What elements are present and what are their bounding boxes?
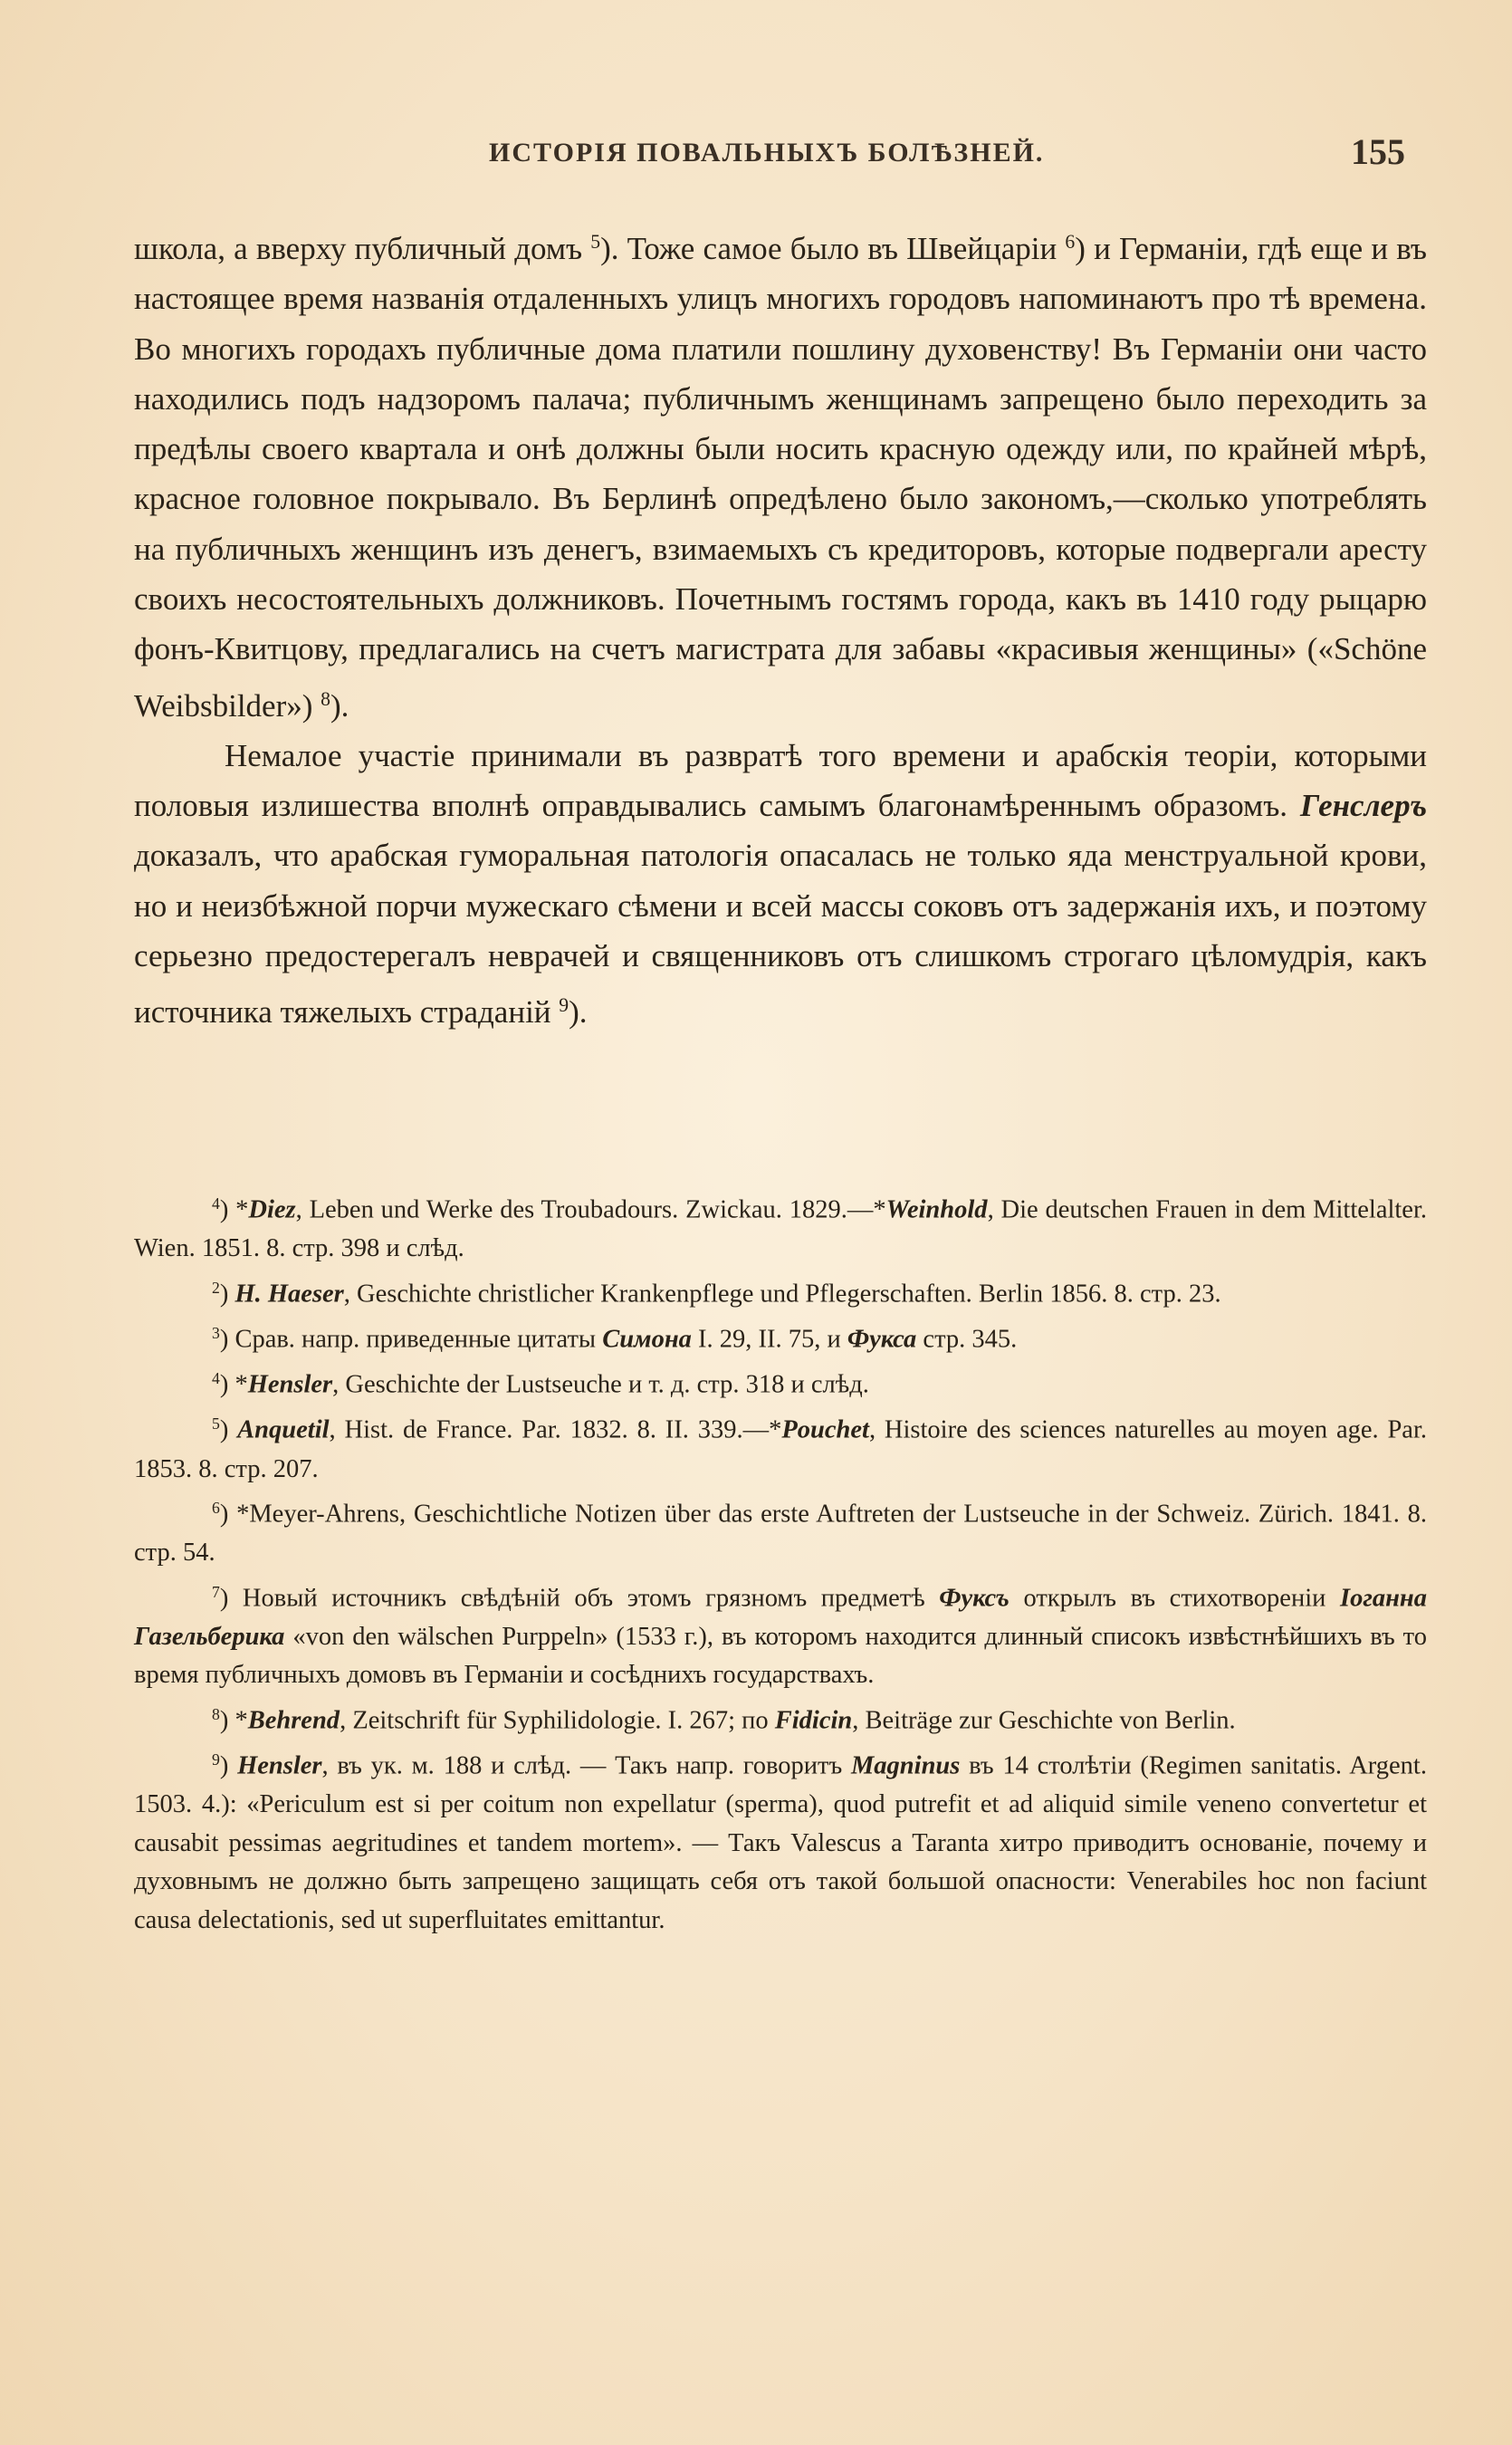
- main-text: [134, 217, 1427, 1038]
- note-text: «von den wälschen Purppeln» (1533 г.), въ которомъ находится длинный списокъ извѣстнѣйшихъ въ то время публичныхъ домовъ въ Германіи и сосѣднихъ государствахъ.: [134, 1622, 1427, 1690]
- footnote: [134, 1405, 1427, 1489]
- running-title: ИСТОРІЯ ПОВАЛЬНЫХЪ БОЛѢЗНЕЙ.: [489, 138, 1045, 168]
- footnote: [134, 1740, 1427, 1940]
- paragraph: [134, 217, 1427, 731]
- footnote-mark: 2: [212, 1278, 220, 1297]
- footnote: [134, 1695, 1427, 1740]
- footnote-mark: 7: [212, 1582, 220, 1601]
- footnote-mark: 3: [212, 1323, 220, 1342]
- note-text: ): [219, 1416, 238, 1445]
- text-run: ). Тоже самое было въ Швейцаріи: [600, 230, 1057, 266]
- footnote: [134, 1359, 1427, 1405]
- note-text: ) *: [219, 1706, 248, 1735]
- note-author: Pouchet: [781, 1416, 869, 1445]
- text-run: Немалое участіе принимали въ развратѣ того времени и арабскія теоріи, которыми половыя излишества вполнѣ оправдывались самымъ благонамѣреннымъ образомъ.: [134, 737, 1427, 824]
- footnotes: [134, 1184, 1427, 1940]
- note-text: , Die deutschen Frauen in dem Mittelalter. Wien. 1851. 8. стр. 398 и слѣд.: [134, 1195, 1427, 1263]
- note-text: въ 14 столѣтіи (Regimen sanitatis. Argent. 1503. 4.): «Periculum est si per coitum non expellatur (sperma), quod putrefit et ad aliquid simile veneno convertetur et causabit pessimas aegritudines et tandem mortem». — Такъ Valescus a Taranta хитро приводитъ основаніе, почему и духовнымъ не должно быть запрещено защищать себя отъ такой большой опасности: Venerabiles hoc non faciunt causa delectationis, sed ut superfluitates emittantur.: [134, 1751, 1427, 1934]
- note-author: Фукса: [847, 1325, 917, 1354]
- footnote-mark: 5: [212, 1414, 220, 1433]
- note-text: ): [219, 1751, 238, 1780]
- note-text: , Zeitschrift für Syphilidologie. I. 267; по: [340, 1706, 775, 1735]
- note-text: , въ ук. м. 188 и слѣд. — Такъ напр. говоритъ: [321, 1751, 851, 1780]
- note-text: ) Новый источникъ свѣдѣній объ этомъ грязномъ предметѣ: [219, 1584, 940, 1613]
- footnote-ref: 5: [590, 231, 601, 253]
- note-author: Weinhold: [885, 1195, 988, 1224]
- note-text: , Leben und Werke des Troubadours. Zwickau. 1829.—*: [295, 1195, 886, 1224]
- footnote: [134, 1184, 1427, 1269]
- note-text: , Histoire des sciences naturelles au moyen age. Par. 1853. 8. стр. 207.: [134, 1416, 1427, 1483]
- note-author: Hensler: [247, 1370, 333, 1399]
- note-author: Behrend: [247, 1706, 340, 1735]
- footnote-mark: 4: [212, 1369, 220, 1388]
- note-text: ) Срав. напр. приведенные цитаты: [219, 1325, 603, 1354]
- note-author: Anquetil: [237, 1416, 330, 1445]
- text-run: ).: [330, 687, 349, 724]
- footnote: [134, 1573, 1427, 1695]
- note-author: Magninus: [850, 1751, 961, 1780]
- note-author: Hensler: [237, 1751, 322, 1780]
- page-number: 155: [1351, 131, 1405, 172]
- note-text: ) *: [219, 1195, 249, 1224]
- note-text: ) *Meyer-Ahrens, Geschichtliche Notizen über das erste Auftreten der Lustseuche in der Schweiz. Zürich. 1841. 8. стр. 54.: [134, 1500, 1427, 1568]
- footnote-mark: 8: [212, 1704, 220, 1723]
- note-text: I. 29, II. 75, и: [691, 1325, 847, 1354]
- note-text: , Beiträge zur Geschichte von Berlin.: [852, 1706, 1236, 1735]
- note-author: Іоганна Газельберика: [134, 1584, 1427, 1651]
- author-name: Генслеръ: [1299, 788, 1428, 824]
- note-author: Фуксъ: [939, 1584, 1010, 1613]
- page-header: [0, 131, 1512, 192]
- note-text: ) *: [219, 1370, 248, 1399]
- note-author: Симона: [602, 1325, 692, 1354]
- note-author: Fidicin: [774, 1706, 853, 1735]
- note-author: H. Haeser: [234, 1280, 344, 1309]
- text-run: ).: [569, 994, 588, 1031]
- footnote-mark: 4: [212, 1194, 220, 1213]
- footnote: [134, 1269, 1427, 1314]
- text-run: школа, а вверху публичный домъ: [134, 230, 583, 266]
- note-author: Diez: [248, 1195, 296, 1224]
- text-run: доказалъ, что арабская гуморальная патологія опасалась не только яда менструальной крови, но и неизбѣжной порчи мужескаго сѣмени и всей массы соковъ отъ задержанія ихъ, и поэтому серьезно предостерегалъ неврачей и священниковъ отъ слишкомъ строгаго цѣломудрія, какъ источника тяжелыхъ страданій: [134, 838, 1427, 1031]
- paragraph: [134, 731, 1427, 1038]
- footnote-mark: 6: [212, 1499, 220, 1518]
- footnote-ref: 8: [321, 687, 330, 710]
- note-text: стр. 345.: [916, 1325, 1018, 1354]
- note-text: ): [219, 1280, 235, 1309]
- footnote: [134, 1314, 1427, 1359]
- note-text: , Geschichte christlicher Krankenpflege und Pflegerschaften. Berlin 1856. 8. стр. 23.: [343, 1280, 1221, 1309]
- footnote-mark: 9: [212, 1750, 220, 1769]
- note-text: открылъ въ стихотвореніи: [1009, 1584, 1340, 1613]
- footnote: [134, 1489, 1427, 1573]
- text-run: ) и Германіи, гдѣ еще и въ настоящее время названія отдаленныхъ улицъ многихъ городовъ напоминаютъ про тѣ времена. Во многихъ городахъ публичные дома платили пошлину духовенству! Въ Германіи они часто находились подъ надзоромъ палача; публичнымъ женщинамъ запрещено было переходить за предѣлы своего квартала и онѣ должны были носить красную одежду или, по крайней мѣрѣ, красное головное покрывало. Въ Берлинѣ опредѣлено было закономъ,—сколько употреблять на публичныхъ женщинъ изъ денегъ, взимаемыхъ съ кредиторовъ, которые подвергали аресту своихъ несостоятельныхъ должниковъ. Почетнымъ гостямъ города, какъ въ 1410 году рыцарю фонъ-Квитцову, предлагались на счетъ магистрата для забавы «красивыя женщины» («Schöne Weibsbilder»): [134, 230, 1428, 724]
- note-text: , Geschichte der Lustseuche и т. д. стр. 318 и слѣд.: [332, 1370, 869, 1399]
- footnote-ref: 6: [1065, 231, 1076, 253]
- note-text: , Hist. de France. Par. 1832. 8. II. 339.—*: [329, 1416, 782, 1445]
- footnote-ref: 9: [559, 994, 569, 1017]
